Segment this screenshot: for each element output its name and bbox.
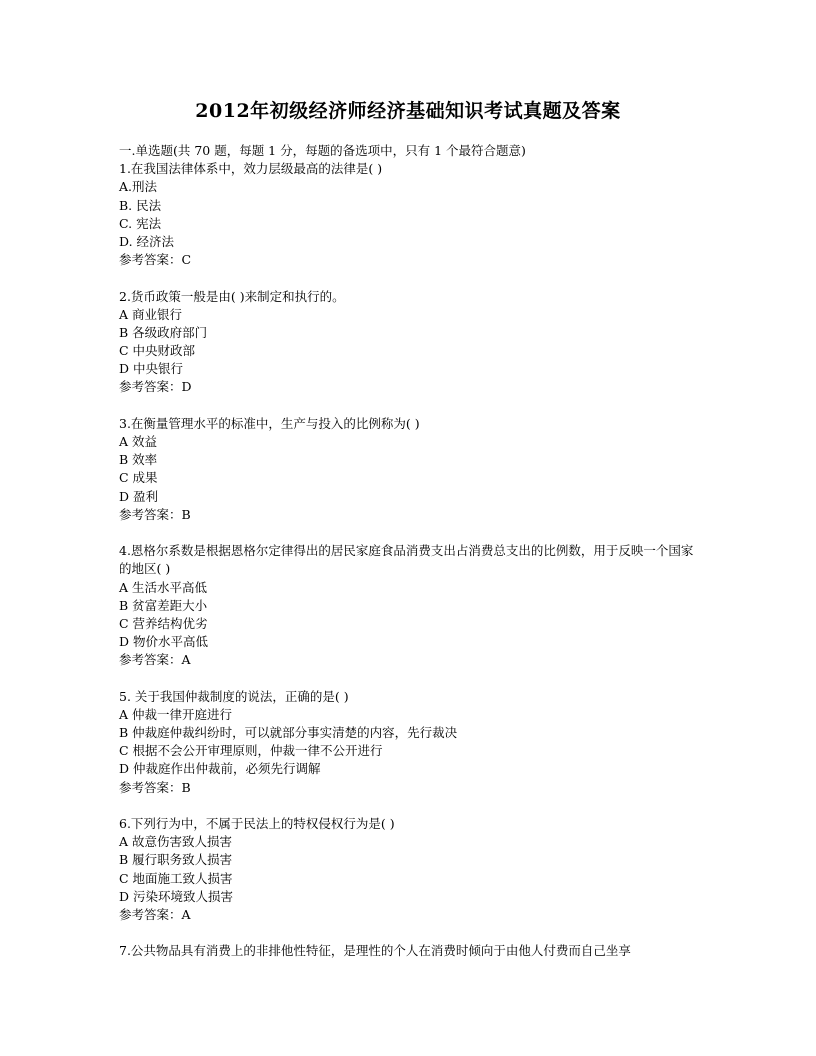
answer-key: 参考答案：B (119, 506, 191, 522)
option-c: C. 宪法 (119, 215, 162, 231)
option-b: B 仲裁庭仲裁纠纷时，可以就部分事实清楚的内容，先行裁决 (119, 725, 458, 741)
question-stem: 7.公共物品具有消费上的非排他性特征，是理性的个人在消费时倾向于由他人付费而自己坐享 (119, 943, 631, 959)
option-c: C 成果 (119, 470, 158, 486)
option-b: B. 民法 (119, 197, 162, 213)
option-c: C 地面施工致人损害 (119, 870, 233, 886)
option-a: A 故意伤害致人损害 (119, 834, 233, 850)
option-c: C 营养结构优劣 (119, 615, 208, 631)
option-a: A 效益 (119, 434, 158, 449)
option-a: A 商业银行 (119, 306, 183, 322)
document-title: 2012年初级经济师经济基础知识考试真题及答案 (195, 100, 621, 122)
option-b: B 效率 (119, 452, 158, 468)
question-stem: 5. 关于我国仲裁制度的说法，正确的是( ) (119, 688, 349, 704)
question-7 (119, 942, 704, 960)
answer-key: 参考答案：A (119, 906, 191, 922)
option-a: A 生活水平高低 (119, 579, 208, 595)
answer-key: 参考答案：A (119, 652, 191, 668)
option-b: B 履行职务致人损害 (119, 852, 233, 868)
answer-key: 参考答案：B (119, 779, 191, 795)
option-c: C 根据不会公开审理原则，仲裁一律不公开进行 (119, 743, 383, 759)
option-d: D 物价水平高低 (119, 634, 208, 650)
question-3 (119, 415, 704, 524)
option-d: D 仲裁庭作出仲裁前，必须先行调解 (119, 761, 321, 777)
question-5 (119, 688, 704, 797)
question-6 (119, 815, 704, 924)
option-a: A 仲裁一律开庭进行 (119, 706, 233, 722)
question-stem: 1.在我国法律体系中，效力层级最高的法律是( ) (119, 161, 383, 177)
option-d: D. 经济法 (119, 233, 175, 249)
question-2 (119, 288, 704, 397)
option-a: A.刑法 (119, 179, 158, 195)
option-c: C 中央财政部 (119, 343, 196, 359)
section-heading: 一.单选题(共 70 题，每题 1 分，每题的备选项中，只有 1 个最符合题意) (119, 143, 526, 158)
option-d: D 盈利 (119, 488, 158, 504)
question-stem: 3.在衡量管理水平的标准中，生产与投入的比例称为( ) (119, 415, 420, 431)
option-d: D 中央银行 (119, 361, 183, 377)
question-stem: 2.货币政策一般是由( )来制定和执行的。 (119, 288, 345, 304)
question-stem: 6.下列行为中，不属于民法上的特权侵权行为是( ) (119, 815, 395, 831)
question-1 (119, 160, 704, 269)
question-stem: 4.恩格尔系数是根据恩格尔定律得出的居民家庭食品消费支出占消费总支出的比例数，用于反映一个国家的地区( ) (119, 543, 694, 577)
option-b: B 各级政府部门 (119, 324, 208, 340)
document-body (119, 142, 704, 979)
answer-key: 参考答案：C (119, 252, 192, 268)
option-b: B 贫富差距大小 (119, 597, 208, 613)
answer-key: 参考答案：D (119, 379, 192, 395)
question-4 (119, 542, 704, 669)
option-d: D 污染环境致人损害 (119, 888, 233, 904)
